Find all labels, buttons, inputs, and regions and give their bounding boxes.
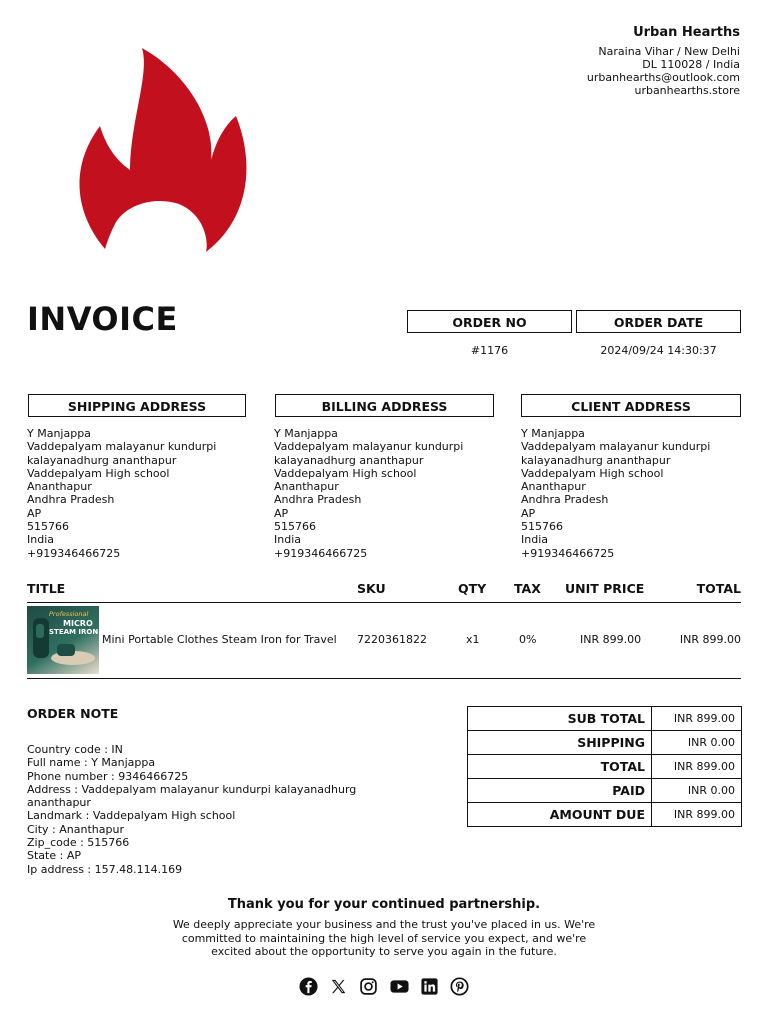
order-note-line: Landmark : Vaddepalyam High school <box>27 809 236 823</box>
linkedin-icon[interactable] <box>420 977 439 996</box>
order-note-line: Address : Vaddepalyam malayanur kundurpi kalayanadhurg <box>27 782 357 796</box>
thanks-message-line: We deeply appreciate your business and the trust you've placed in us. We're <box>172 918 596 931</box>
product-image-caption-top: Professional <box>49 610 89 618</box>
facebook-icon[interactable] <box>299 977 318 996</box>
order-no-value: #1176 <box>470 344 509 357</box>
company-address-line1: Naraina Vihar / New Delhi <box>598 45 740 58</box>
order-date-value: 2024/09/24 14:30:37 <box>600 344 717 357</box>
subtotal-label: SUB TOTAL <box>468 707 652 731</box>
thanks-message-line: committed to maintaining the high level of service you expect, and we're <box>181 931 587 945</box>
thanks-message <box>164 918 604 959</box>
totals-row-subtotal <box>468 707 742 731</box>
item-unit-price: INR 899.00 <box>580 633 642 646</box>
col-header-tax: TAX <box>514 581 541 596</box>
address-line: AP <box>27 506 42 520</box>
order-note-body <box>27 743 407 876</box>
address-line: Andhra Pradesh <box>27 493 115 507</box>
billing-address <box>274 427 463 560</box>
address-line: Ananthapur <box>27 480 92 494</box>
company-address-line2: DL 110028 / India <box>642 58 740 71</box>
totals-row-shipping <box>468 731 742 755</box>
company-name: Urban Hearths <box>633 25 740 40</box>
product-image-caption-mid: MICRO <box>63 619 93 628</box>
order-note-line: Zip_code : 515766 <box>27 836 130 850</box>
item-title: Mini Portable Clothes Steam Iron for Travel <box>102 633 337 646</box>
address-line: Y Manjappa <box>274 427 338 440</box>
flame-logo-icon <box>76 46 248 260</box>
address-line: India <box>27 533 54 547</box>
shipping-address <box>27 427 216 560</box>
address-line: India <box>274 533 301 547</box>
youtube-icon[interactable] <box>390 977 409 996</box>
address-line: Vaddepalyam malayanur kundurpi <box>274 440 464 454</box>
shipping-value: INR 0.00 <box>652 731 742 755</box>
shipping-address-header: SHIPPING ADDRESS <box>28 394 246 417</box>
address-line: 515766 <box>274 520 316 534</box>
address-line: Y Manjappa <box>521 427 585 440</box>
product-image-caption-bottom: STEAM IRON <box>49 628 99 636</box>
order-note-line: Country code : IN <box>27 743 123 756</box>
address-line: AP <box>274 506 289 520</box>
company-info <box>587 26 740 97</box>
paid-value: INR 0.00 <box>652 779 742 803</box>
col-header-total: TOTAL <box>696 581 741 596</box>
item-tax: 0% <box>519 633 537 646</box>
amount-due-label: AMOUNT DUE <box>468 803 652 827</box>
totals-table <box>467 706 742 827</box>
client-address <box>521 427 710 560</box>
address-line: 515766 <box>521 520 563 534</box>
subtotal-value: INR 899.00 <box>652 707 742 731</box>
order-note-title: ORDER NOTE <box>27 706 119 721</box>
product-image <box>27 606 99 674</box>
address-line: Andhra Pradesh <box>521 493 609 507</box>
address-line: kalayanadhurg ananthapur <box>27 453 177 467</box>
paid-label: PAID <box>468 779 652 803</box>
address-line: AP <box>521 506 536 520</box>
x-icon[interactable] <box>329 977 348 996</box>
thanks-heading: Thank you for your continued partnership. <box>227 897 541 912</box>
col-header-qty: QTY <box>458 581 487 596</box>
address-line: +919346466725 <box>274 546 368 560</box>
pinterest-icon[interactable] <box>450 977 469 996</box>
totals-row-paid <box>468 779 742 803</box>
order-note-line: ananthapur <box>27 796 91 810</box>
amount-due-value: INR 899.00 <box>652 803 742 827</box>
item-total: INR 899.00 <box>679 633 741 646</box>
address-line: kalayanadhurg ananthapur <box>274 453 424 467</box>
address-line: Vaddepalyam malayanur kundurpi <box>27 440 217 454</box>
totals-row-total <box>468 755 742 779</box>
address-line: Vaddepalyam High school <box>521 466 664 480</box>
item-sku: 7220361822 <box>357 633 427 646</box>
totals-row-amount-due <box>468 803 742 827</box>
address-line: +919346466725 <box>27 546 121 560</box>
billing-address-header: BILLING ADDRESS <box>275 394 494 417</box>
social-links <box>0 976 768 996</box>
total-value: INR 899.00 <box>652 755 742 779</box>
table-bottom-divider <box>27 678 741 679</box>
steam-iron-icon <box>27 606 99 674</box>
order-note-line: Full name : Y Manjappa <box>27 756 156 770</box>
address-line: Andhra Pradesh <box>274 493 362 507</box>
invoice-title: INVOICE <box>27 300 178 338</box>
address-line: Y Manjappa <box>27 427 91 440</box>
address-line: +919346466725 <box>521 546 615 560</box>
address-line: 515766 <box>27 520 69 534</box>
address-line: Vaddepalyam malayanur kundurpi <box>521 440 711 454</box>
address-line: Ananthapur <box>521 480 586 494</box>
col-header-unit-price: UNIT PRICE <box>565 581 645 596</box>
shipping-label: SHIPPING <box>468 731 652 755</box>
address-line: India <box>521 533 548 547</box>
total-label: TOTAL <box>468 755 652 779</box>
address-line: Vaddepalyam High school <box>27 466 170 480</box>
company-website: urbanhearths.store <box>634 84 740 97</box>
table-header-divider <box>27 602 741 603</box>
instagram-icon[interactable] <box>359 977 378 996</box>
order-date-header: ORDER DATE <box>576 310 741 333</box>
address-line: Ananthapur <box>274 480 339 494</box>
address-line: kalayanadhurg ananthapur <box>521 453 671 467</box>
item-qty: x1 <box>466 633 480 646</box>
order-note-line: Phone number : 9346466725 <box>27 769 189 783</box>
order-note-line: City : Ananthapur <box>27 822 124 836</box>
client-address-header: CLIENT ADDRESS <box>521 394 741 417</box>
order-no-header: ORDER NO <box>407 310 572 333</box>
col-header-title: TITLE <box>27 581 66 596</box>
company-email: urbanhearths@outlook.com <box>586 71 740 84</box>
col-header-sku: SKU <box>357 581 386 596</box>
order-note-line: State : AP <box>27 849 81 863</box>
order-note-line: Ip address : 157.48.114.169 <box>27 862 183 876</box>
thanks-message-line: excited about the opportunity to serve you again in the future. <box>211 945 557 958</box>
address-line: Vaddepalyam High school <box>274 466 417 480</box>
